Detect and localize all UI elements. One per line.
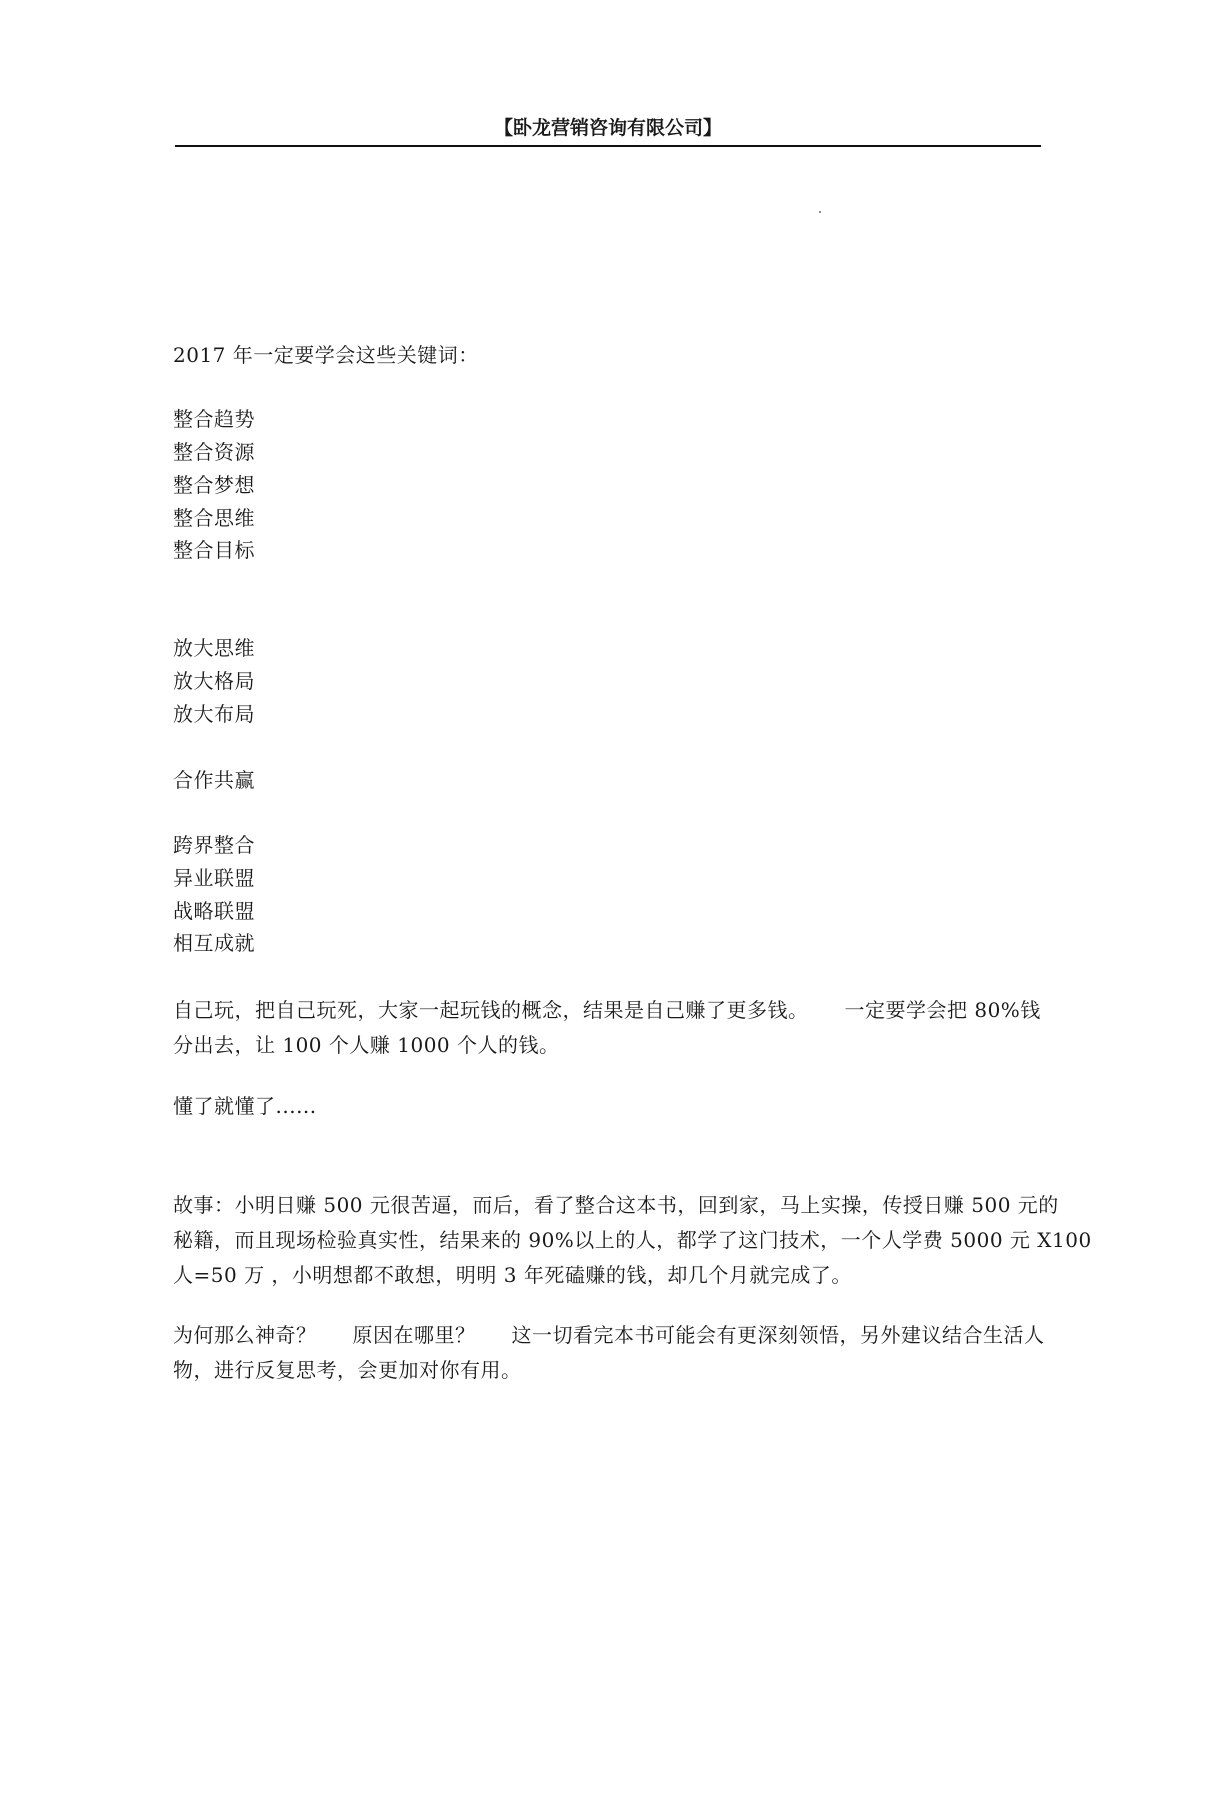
keyword-item: 相互成就 (173, 931, 255, 955)
keyword-item: 整合梦想 (173, 473, 255, 497)
paragraph-share-money (173, 993, 1045, 1063)
para1-line2: 分出去，让 100 个人赚 1000 个人的钱。 (173, 1033, 560, 1057)
keyword-item: 放大布局 (173, 702, 255, 726)
closing-line1a: 为何那么神奇？ (173, 1323, 317, 1347)
story-line2: 秘籍，而且现场检验真实性，结果来的 90%以上的人，都学了这门技术，一个人学费 5000 元 X100 (173, 1228, 1092, 1252)
para1-line1a: 自己玩，把自己玩死，大家一起玩钱的概念，结果是自己赚了更多钱。 (173, 998, 809, 1022)
closing-line2: 物，进行反复思考，会更加对你有用。 (173, 1358, 522, 1382)
para1-line1b: 一定要学会把 80%钱 (844, 998, 1041, 1022)
intro-line: 2017 年一定要学会这些关键词： (173, 343, 479, 367)
paragraph-closing (173, 1318, 1045, 1388)
story-line3: 人=50 万 ，小明想都不敢想，明明 3 年死磕赚的钱，却几个月就完成了。 (173, 1263, 852, 1287)
keyword-item: 放大思维 (173, 636, 255, 660)
keyword-item: 整合资源 (173, 440, 255, 464)
keyword-item: 整合目标 (173, 538, 255, 562)
paragraph-story (173, 1188, 1092, 1293)
company-header: 【卧龙营销咨询有限公司】 (493, 117, 722, 139)
keyword-item: 整合趋势 (173, 407, 255, 431)
closing-line1c: 这一切看完本书可能会有更深刻领悟，另外建议结合生活人 (511, 1323, 1045, 1347)
keyword-item: 整合思维 (173, 506, 255, 530)
story-line1: 故事：小明日赚 500 元很苦逼，而后，看了整合这本书，回到家，马上实操，传授日赚 500 元的 (173, 1193, 1059, 1217)
closing-line1b: 原因在哪里？ (352, 1323, 476, 1347)
scan-speck (819, 211, 821, 213)
keyword-item: 异业联盟 (173, 866, 255, 890)
keyword-item: 跨界整合 (173, 833, 255, 857)
understand-line: 懂了就懂了...... (173, 1094, 317, 1118)
keyword-item: 合作共赢 (173, 768, 255, 792)
keyword-item: 战略联盟 (173, 899, 255, 923)
keyword-item: 放大格局 (173, 669, 255, 693)
header-rule (175, 145, 1041, 147)
